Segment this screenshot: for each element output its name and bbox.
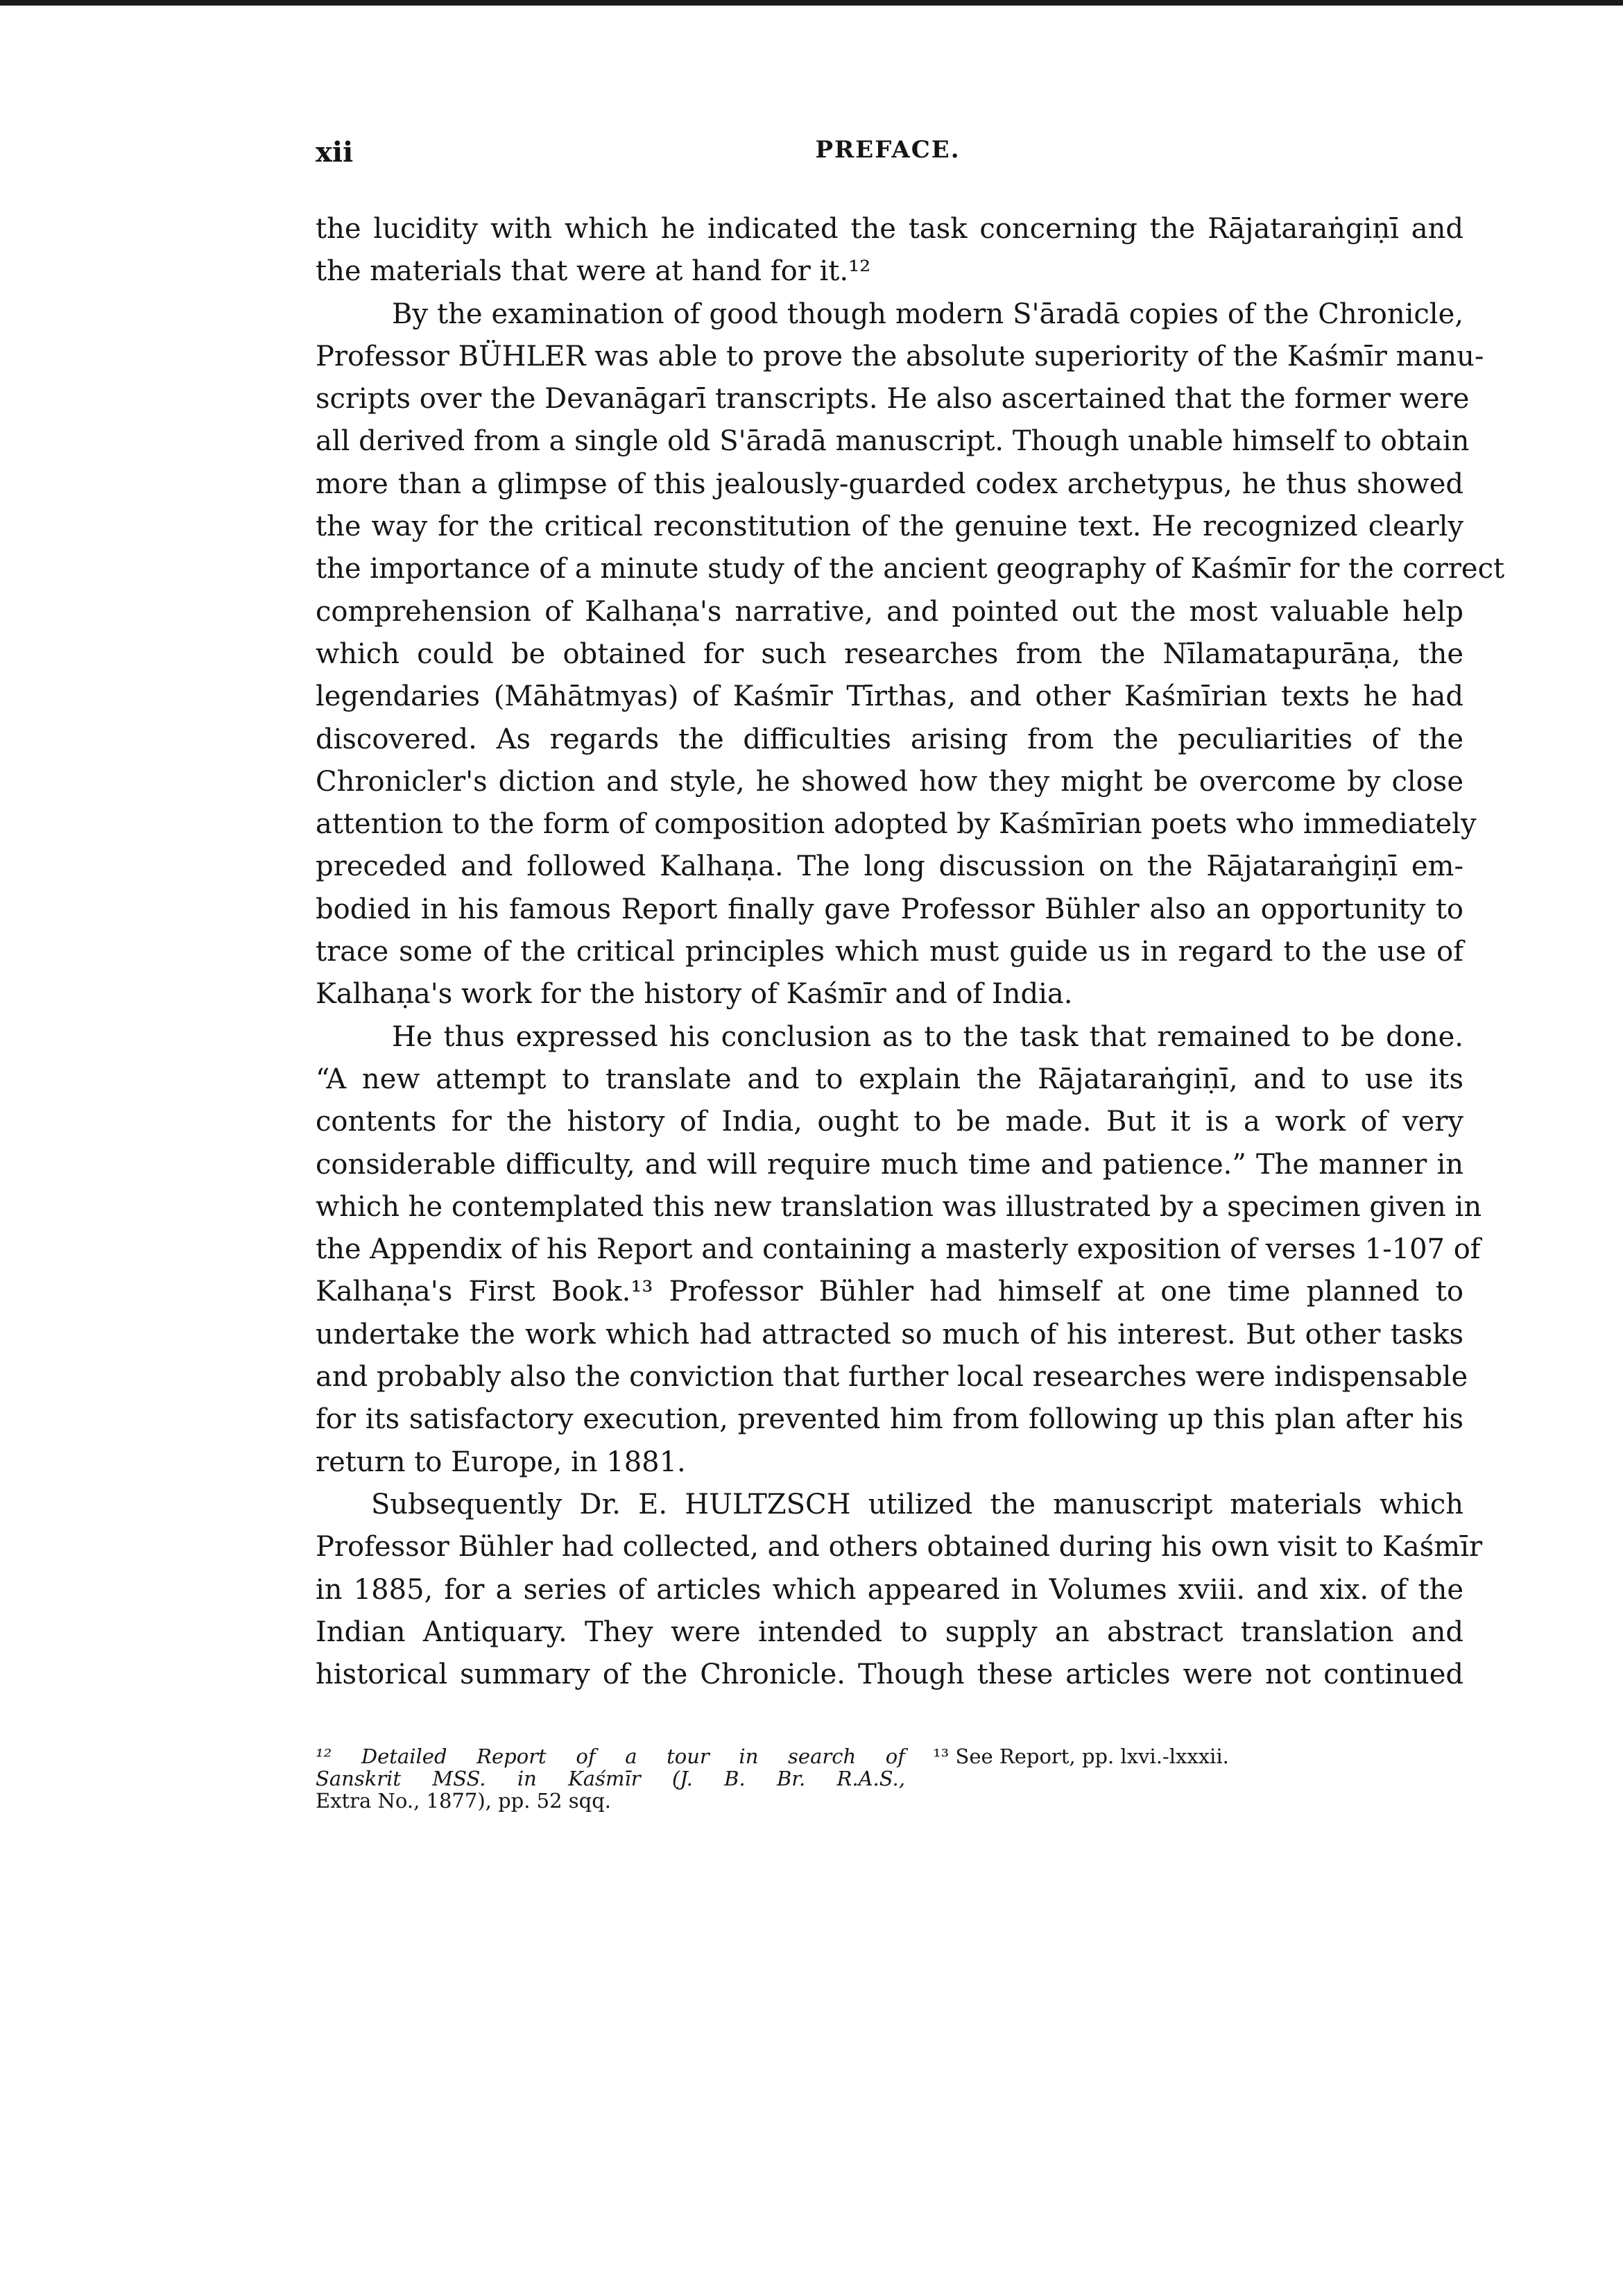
text-line: Professor BÜHLER was able to prove the absolute superiority of the Kaśmīr manu- xyxy=(316,340,1484,372)
paragraph xyxy=(316,293,1505,1016)
footnote-13 xyxy=(933,1745,1460,1767)
paragraph xyxy=(316,1484,1483,1696)
text-line: trace some of the critical principles which must guide us in regard to the use of xyxy=(316,936,1463,968)
text-line: comprehension of Kalhaṇa's narrative, and pointed out the most valuable help xyxy=(316,595,1463,628)
page-header xyxy=(316,136,1460,178)
text-line: Professor Bühler had collected, and others obtained during his own visit to Kaśmīr xyxy=(316,1531,1483,1563)
text-line: return to Europe, in 1881. xyxy=(316,1446,686,1478)
text-line: legendaries (Māhātmyas) of Kaśmīr Tīrthas, and other Kaśmīrian texts he had xyxy=(316,680,1463,713)
text-line: contents for the history of India, ought to be made. But it is a work of very xyxy=(316,1106,1463,1138)
text-line: preceded and followed Kalhaṇa. The long discussion on the Rājataraṅgiṇī em- xyxy=(316,850,1463,883)
text-line: all derived from a single old S'āradā manuscript. Though unable himself to obtain xyxy=(316,425,1470,458)
text-line: more than a glimpse of this jealously-guarded codex archetypus, he thus showed xyxy=(316,468,1463,500)
text-line: attention to the form of composition adopted by Kaśmīrian poets who immediately xyxy=(316,808,1477,841)
text-line: the importance of a minute study of the ancient geography of Kaśmīr for the correct xyxy=(316,553,1505,585)
paragraph xyxy=(316,208,1463,293)
text-line: the way for the critical reconstitution of the genuine text. He recognized clearly xyxy=(316,511,1463,543)
text-line: the materials that were at hand for it.¹² xyxy=(316,255,871,288)
text-line: in 1885, for a series of articles which appeared in Volumes xviii. and xix. of the xyxy=(316,1573,1463,1606)
text-line: bodied in his famous Report finally gave Professor Bühler also an opportunity to xyxy=(316,893,1463,925)
text-line: “A new attempt to translate and to explain the Rājataraṅgiṇī, and to use its xyxy=(316,1063,1463,1095)
text-line: historical summary of the Chronicle. Though these articles were not continued xyxy=(316,1659,1463,1691)
text-line: Chronicler's diction and style, he showed how they might be overcome by close xyxy=(316,765,1463,798)
footnote-line: ¹² Detailed Report of a tour in search of xyxy=(316,1745,905,1768)
text-line: undertake the work which had attracted so much of his interest. But other tasks xyxy=(316,1318,1463,1351)
page-number: xii xyxy=(316,136,354,169)
footnote-line: Sanskrit MSS. in Kaśmīr (J. B. Br. R.A.S., xyxy=(316,1767,905,1790)
text-line: the lucidity with which he indicated the task concerning the Rājataraṅgiṇī and xyxy=(316,213,1463,245)
text-line: for its satisfactory execution, prevented him from following up this plan after his xyxy=(316,1403,1463,1436)
paragraph xyxy=(316,1016,1482,1484)
text-line: Indian Antiquary. They were intended to supply an abstract translation and xyxy=(316,1616,1463,1648)
text-line: considerable difficulty, and will require much time and patience.” The manner in xyxy=(316,1148,1463,1181)
page-top-edge xyxy=(0,0,1623,6)
text-line: and probably also the conviction that further local researches were indispensable xyxy=(316,1361,1468,1394)
running-head: PREFACE. xyxy=(815,136,961,164)
text-line: which he contemplated this new translation was illustrated by a specimen given in xyxy=(316,1190,1482,1223)
text-line: Kalhaṇa's work for the history of Kaśmīr and of India. xyxy=(316,978,1073,1011)
text-line: scripts over the Devanāgarī transcripts. He also ascertained that the former were xyxy=(316,383,1470,415)
text-line: the Appendix of his Report and containing a masterly exposition of verses 1-107 of xyxy=(316,1233,1481,1266)
text-line: Subsequently Dr. E. HULTZSCH utilized the manuscript materials which xyxy=(371,1488,1463,1520)
footnote-12 xyxy=(316,1745,905,1812)
footnote-line: ¹³ See Report, pp. lxvi.-lxxxii. xyxy=(933,1745,1229,1768)
text-line: Kalhaṇa's First Book.¹³ Professor Bühler had himself at one time planned to xyxy=(316,1276,1463,1308)
text-line: He thus expressed his conclusion as to the task that remained to be done. xyxy=(392,1020,1463,1053)
text-line: discovered. As regards the difficulties arising from the peculiarities of the xyxy=(316,723,1463,755)
text-line: which could be obtained for such researches from the Nīlamatapurāṇa, the xyxy=(316,637,1463,670)
footnote-line: Extra No., 1877), pp. 52 sqq. xyxy=(316,1789,611,1813)
text-line: By the examination of good though modern S'āradā copies of the Chronicle, xyxy=(392,298,1463,330)
body-text xyxy=(316,208,1505,1696)
